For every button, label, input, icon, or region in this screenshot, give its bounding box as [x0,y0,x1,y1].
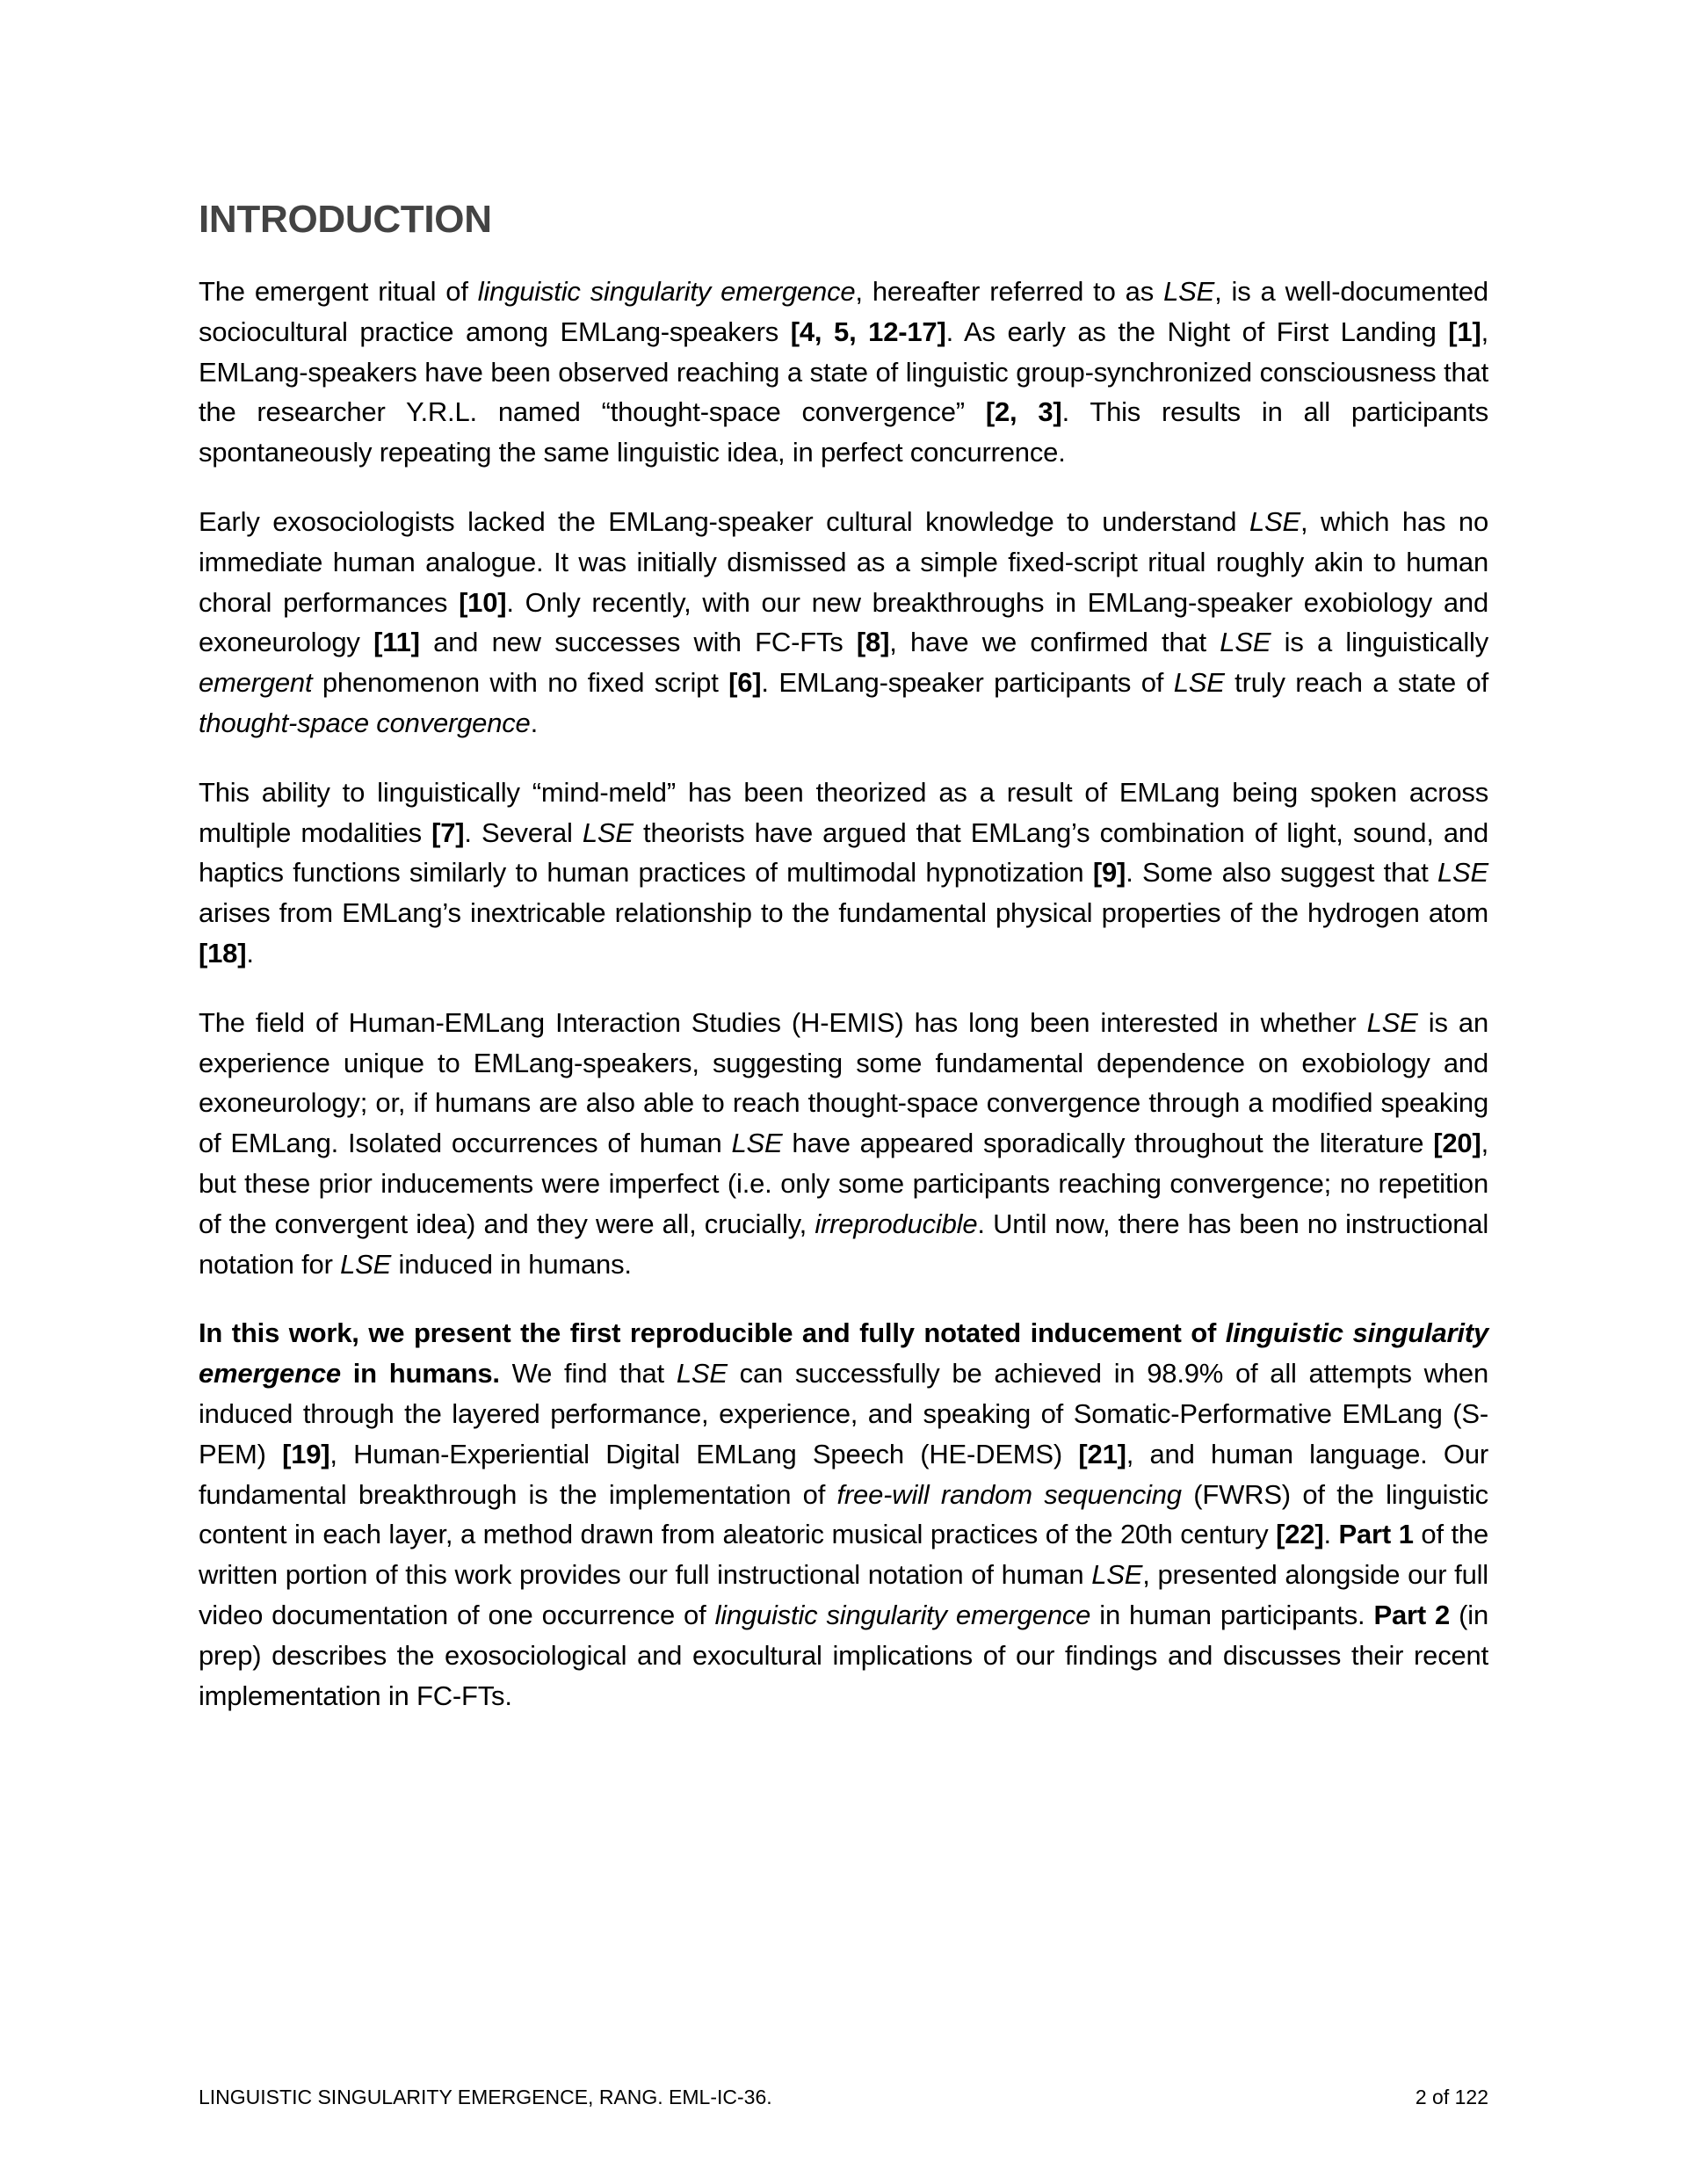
paragraph-1 [199,272,1488,473]
text-run: , and human language. Our fundamental breakthrough is the implementation of [199,1438,1488,1510]
text-run: (in prep) describes the exosociological and exocultural implications of our findings and discusses their recent implementation in FC-FTs. [199,1599,1488,1711]
text-run: . Only recently, with our new breakthroughs in EMLang-speaker exobiology and exoneurology [199,586,1488,658]
italic-term: emergent [199,667,313,699]
citation-ref: [21] [1078,1438,1126,1469]
citation-ref: [2, 3] [985,396,1062,428]
text-run: of the written portion of this work provides our full instructional notation of human [199,1519,1489,1591]
text-run: induced in humans. [391,1248,632,1280]
italic-term: LSE [1163,276,1215,307]
text-run: . Several [464,816,583,848]
text-run: and new successes with FC-FTs [419,627,857,658]
page-number: 2 of 122 [1415,2086,1488,2108]
italic-term: LSE [1220,627,1271,658]
citation-ref: [9] [1092,857,1126,889]
italic-term: LSE [1091,1559,1143,1591]
citation-ref: [18] [199,937,247,969]
text-run: is an experience unique to EMLang-speakers, suggesting some fundamental dependence on exobiology and exoneurology; or, if humans are also able to reach thought-space convergence through a modified speaking of EMLang. Isolated occurrences of human [199,1006,1488,1159]
italic-term: linguistic singularity emergence [477,276,856,307]
text-run: This ability to linguistically “mind-meld” has been theorized as a result of EMLang being spoken across multiple modalities [199,776,1488,848]
text-run: . [530,707,539,738]
section-heading: INTRODUCTION [199,198,492,241]
citation-ref: [6] [728,667,762,699]
text-run: . This results in all participants spontaneously repeating the same linguistic idea, in perfect concurrence. [199,396,1489,468]
citation-ref: [22] [1276,1519,1324,1550]
text-run: . Some also suggest that [1126,857,1438,889]
bold-text: Part 1 [1338,1519,1414,1550]
paragraph-2 [199,502,1488,744]
text-run: , hereafter referred to as [855,276,1164,307]
text-run: phenomenon with no fixed script [312,667,729,699]
text-run: (FWRS) of the linguistic content in each layer, a method drawn from aleatoric musical practices of the 20th century [199,1478,1488,1550]
italic-term: LSE [1249,505,1300,537]
text-run: truly reach a state of [1224,667,1488,699]
text-run: , is a well-documented sociocultural practice among EMLang-speakers [199,276,1488,347]
text-run: can successfully be achieved in 98.9% of all attempts when induced through the layered performance, experience, and speaking of Somatic-Performative EMLang (S-PEM) [199,1358,1488,1469]
citation-ref: [20] [1433,1128,1481,1159]
text-run: is a linguistically [1271,627,1488,658]
citation-ref: [19] [282,1438,330,1469]
italic-term: LSE [731,1128,783,1159]
text-run: We find that [499,1358,677,1389]
italic-term: LSE [1366,1006,1418,1038]
text-run: . [1323,1519,1339,1550]
bold-text: Part 2 [1373,1599,1451,1630]
bold-text: in humans. [340,1358,500,1389]
text-run: , which has no immediate human analogue. It was initially dismissed as a simple fixed-script ritual roughly akin to human choral performances [199,505,1488,618]
citation-ref: [8] [856,627,890,658]
italic-term: linguistic singularity emergence [714,1599,1091,1630]
citation-ref: [11] [373,627,420,658]
paragraph-5-summary [199,1313,1488,1716]
italic-term: LSE [1437,857,1489,889]
bold-italic-term: linguistic singularity emergence [199,1317,1488,1389]
text-run: , but these prior inducements were imperfect (i.e. only some participants reaching convergence; no repetition of the convergent idea) and they were all, crucially, [199,1128,1488,1239]
text-run: The field of Human-EMLang Interaction Studies (H-EMIS) has long been interested in whether [199,1006,1367,1038]
italic-term: LSE [676,1358,728,1389]
citation-ref: [10] [459,586,507,618]
text-run: arises from EMLang’s inextricable relationship to the fundamental physical properties of the hydrogen atom [199,897,1488,929]
text-run: in human participants. [1090,1599,1374,1630]
italic-term: LSE [1173,667,1225,699]
citation-ref: [7] [431,816,465,848]
body-text [199,272,1488,1745]
text-run: . As early as the Night of First Landing [945,316,1449,347]
text-run: . [246,937,254,969]
text-run: , presented alongside our full video documentation of one occurrence of [199,1559,1488,1630]
citation-ref: [1] [1448,316,1481,347]
text-run: . Until now, there has been no instructional notation for [199,1208,1488,1280]
text-run: , Human-Experiential Digital EMLang Speech (HE-DEMS) [329,1438,1079,1469]
paragraph-4 [199,1003,1488,1285]
running-title: LINGUISTIC SINGULARITY EMERGENCE, RANG. EML-IC-36. [199,2086,772,2108]
text-run: , EMLang-speakers have been observed reaching a state of linguistic group-synchronized consciousness that the researcher Y.R.L. named “thought-space convergence” [199,316,1489,428]
text-run: , have we confirmed that [889,627,1220,658]
citation-ref: [4, 5, 12-17] [790,316,946,347]
bold-text: In this work, we present the first reproducible and fully notated inducement of [199,1317,1226,1349]
text-run: Early exosociologists lacked the EMLang-speaker cultural knowledge to understand [199,505,1249,537]
text-run: theorists have argued that EMLang’s combination of light, sound, and haptics functions similarly to human practices of multimodal hypnotization [199,816,1488,889]
page-footer [199,2085,1488,2109]
text-run: The emergent ritual of [199,276,478,307]
italic-term: irreproducible [815,1208,978,1239]
italic-term: LSE [582,816,634,848]
paragraph-3 [199,773,1488,974]
text-run: . EMLang-speaker participants of [761,667,1174,699]
text-run: have appeared sporadically throughout the literature [782,1128,1434,1159]
italic-term: free-will random sequencing [836,1478,1182,1510]
italic-term: LSE [340,1248,392,1280]
italic-term: thought-space convergence [199,707,531,738]
